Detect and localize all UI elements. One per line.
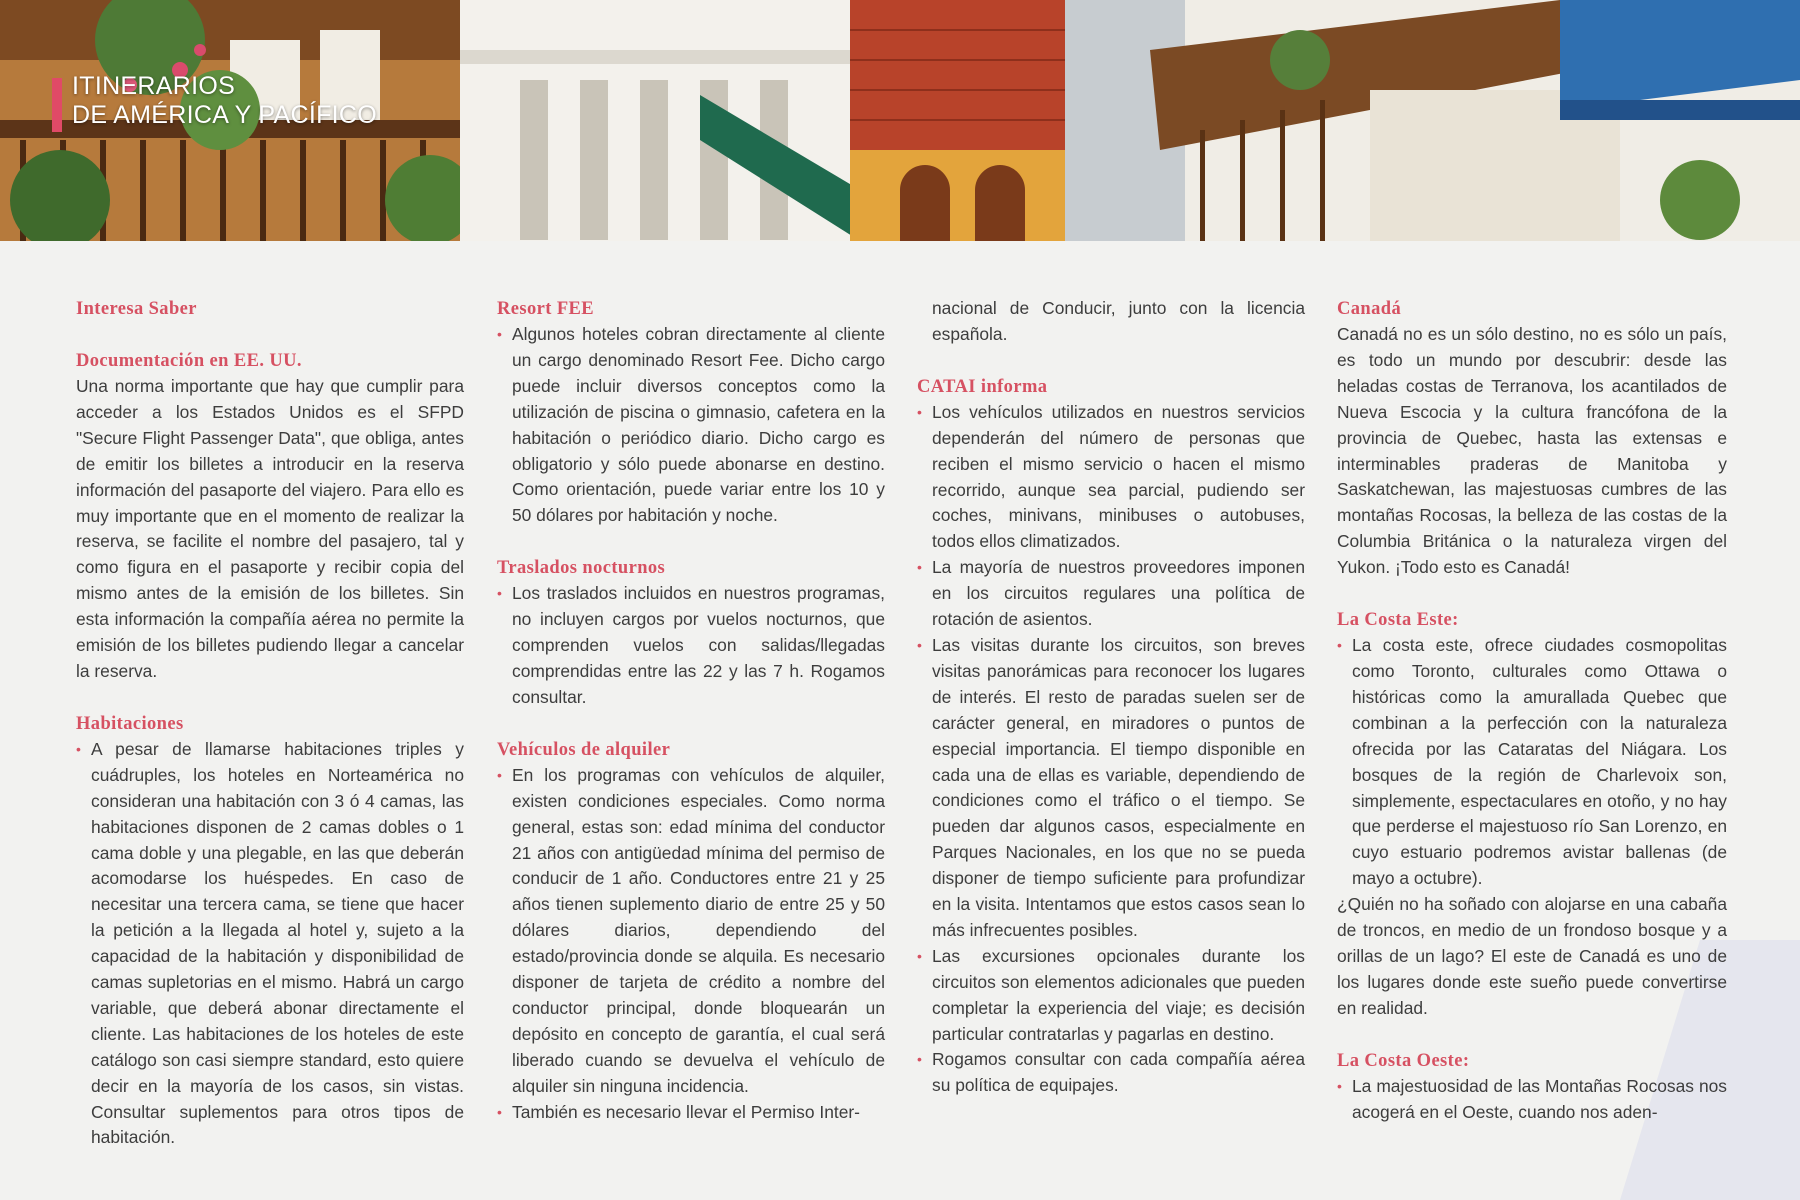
title-line-1: ITINERARIOS — [72, 72, 236, 100]
heading-costa-oeste: La Costa Oeste: — [1337, 1050, 1470, 1071]
heading-catai-informa: CATAI informa — [917, 376, 1048, 397]
list-item: • Las excursiones opcionales durante los circuitos son elementos adicionales que pueden completar la experiencia del viaje; es decisión particular contratarlas y pagarlas en destino. — [917, 944, 1305, 1048]
heading-traslados: Traslados nocturnos — [497, 558, 666, 579]
costa-este-text: ¿Quién no ha soñado con alojarse en una cabaña de troncos, en medio de un frondoso bosque y a orillas de un lago? El este de Canadá es uno de los lugares donde este sueño puede convertirse en realidad. — [1337, 894, 1727, 1018]
page-section-title — [52, 72, 377, 132]
documentacion-text: Una norma importante que hay que cumplir para acceder a los Estados Unidos es el SFPD "Secure Flight Passenger Data", que obliga, antes de emitir los billetes a introducir en la reserva información del pasaporte del viajero. Para ello es muy importante que en el momento de realizar la reserva, se facilite el nombre del pasajero, tal y como figura en el pasaporte y recibir copia del mismo antes de la emisión de los billetes. Sin esta información la compañía aérea no permite la emisión de los billetes pudiendo llegar a cancelar la reserva. — [76, 376, 464, 681]
habitaciones-list — [76, 737, 464, 1152]
heading-costa-este: La Costa Este: — [1337, 610, 1459, 631]
heading-vehiculos: Vehículos de alquiler — [497, 739, 671, 760]
column-4 — [1337, 296, 1727, 1125]
heading-habitaciones: Habitaciones — [76, 713, 184, 734]
list-item: • En los programas con vehículos de alquiler, existen condiciones especiales. Como norma general, estas son: edad mínima del conductor 21 años con antigüedad mínima del permiso de conducir de 1 año. Conductores entre 21 y 25 años tienen suplemento diario de entre 25 y 50 dólares diarios, dependiendo del estado/provincia donde se alquila. Es necesario disponer de tarjeta de crédito a nombre del conductor principal, donde bloquearán un depósito en concepto de garantía, el cual será liberado cuando se devuelva el vehículo de alquiler sin ninguna incidencia. — [497, 763, 885, 1100]
list-item: • Los vehículos utilizados en nuestros servicios dependerán del número de personas que reciben el mismo servicio o hacen el mismo recorrido, aunque sea parcial, pudiendo ser coches, minivans, minibuses o autobuses, todos ellos climatizados. — [917, 400, 1305, 555]
canada-text: Canadá no es un sólo destino, no es sólo un país, es todo un mundo por descubrir: desde las heladas costas de Terranova, los acantilados de Nueva Escocia y la cultura francófona de la provincia de Quebec, hasta las extensas e interminables praderas de Manitoba y Saskatchewan, las majestuosas cumbres de las montañas Rocosas, la belleza de las costas de la Columbia Británica o la naturaleza virgen del Yukon. ¡Todo esto es Canadá! — [1337, 324, 1727, 578]
column-3 — [917, 296, 1305, 1099]
heading-canada: Canadá — [1337, 299, 1402, 319]
continuation-text: nacional de Conducir, junto con la licencia española. — [932, 298, 1305, 344]
heading-interesa-saber: Interesa Saber — [76, 299, 197, 319]
list-item: • La majestuosidad de las Montañas Rocosas nos acogerá en el Oeste, cuando nos aden- — [1337, 1074, 1727, 1126]
list-item: • Algunos hoteles cobran directamente al cliente un cargo denominado Resort Fee. Dicho cargo puede incluir diversos conceptos como la utilización de piscina o gimnasio, cafetera en la habitación o periódico diario. Dicho cargo es obligatorio y sólo puede abonarse en destino. Como orientación, puede variar entre los 10 y 50 dólares por habitación y noche. — [497, 322, 885, 529]
heading-documentacion: Documentación en EE. UU. — [76, 351, 302, 371]
list-item: • Las visitas durante los circuitos, son breves visitas panorámicas para reconocer los lugares de interés. El resto de paradas suelen ser de carácter general, en miradores o puntos de especial importancia. El tiempo disponible en cada una de ellas es variable, dependiendo de condiciones como el tráfico o el tiempo. Se pueden dar algunos casos, especialmente en Parques Nacionales, en los que no se pueda disponer de tiempo suficiente para profundizar en la visita. Intentamos que estos casos sean lo más infrecuentes posibles. — [917, 633, 1305, 944]
column-1 — [76, 296, 464, 1151]
list-item: • También es necesario llevar el Permiso Inter- — [497, 1100, 885, 1126]
column-2 — [497, 296, 885, 1125]
vehiculos-list — [497, 763, 885, 1126]
catai-list — [917, 400, 1305, 1099]
costa-este-list — [1337, 633, 1727, 892]
title-accent-bar — [52, 78, 62, 132]
hero-banner — [0, 0, 1800, 241]
list-item: • La mayoría de nuestros proveedores imponen en los circuitos regulares una política de rotación de asientos. — [917, 555, 1305, 633]
resort-list — [497, 322, 885, 529]
traslados-list — [497, 581, 885, 711]
heading-resort-fee: Resort FEE — [497, 299, 594, 319]
costa-oeste-list — [1337, 1074, 1727, 1126]
list-item: • La costa este, ofrece ciudades cosmopolitas como Toronto, culturales como Ottawa o históricas como la amurallada Quebec que combinan a la perfección con la naturaleza ofrecida por las Cataratas del Niágara. Los bosques de la región de Charlevoix son, simplemente, espectaculares en otoño, y no hay que perderse el majestuoso río San Lorenzo, en cuyo estuario podremos avistar ballenas (de mayo a octubre). — [1337, 633, 1727, 892]
list-item: • A pesar de llamarse habitaciones triples y cuádruples, los hoteles en Norteamérica no consideran una habitación con 3 ó 4 camas, las habitaciones disponen de 2 camas dobles o 1 cama doble y una plegable, en las que deberán acomodarse los huéspedes. En caso de necesitar una tercera cama, se tiene que hacer la petición a la llegada al hotel y, sujeto a la capacidad de la habitación y disponibilidad de camas supletorias en el mismo. Habrá un cargo variable, que deberá abonar directamente el cliente. Las habitaciones de los hoteles de este catálogo son casi siempre standard, esto quiere decir en la mayoría de los casos, sin vistas. Consultar suplementos para otros tipos de habitación. — [76, 737, 464, 1152]
title-line-2: DE AMÉRICA Y PACÍFICO — [72, 101, 377, 129]
list-item: • Los traslados incluidos en nuestros programas, no incluyen cargos por vuelos nocturnos, que comprenden vuelos con salidas/llegadas comprendidas entre las 22 y las 7 h. Rogamos consultar. — [497, 581, 885, 711]
list-item: • Rogamos consultar con cada compañía aérea su política de equipajes. — [917, 1047, 1305, 1099]
